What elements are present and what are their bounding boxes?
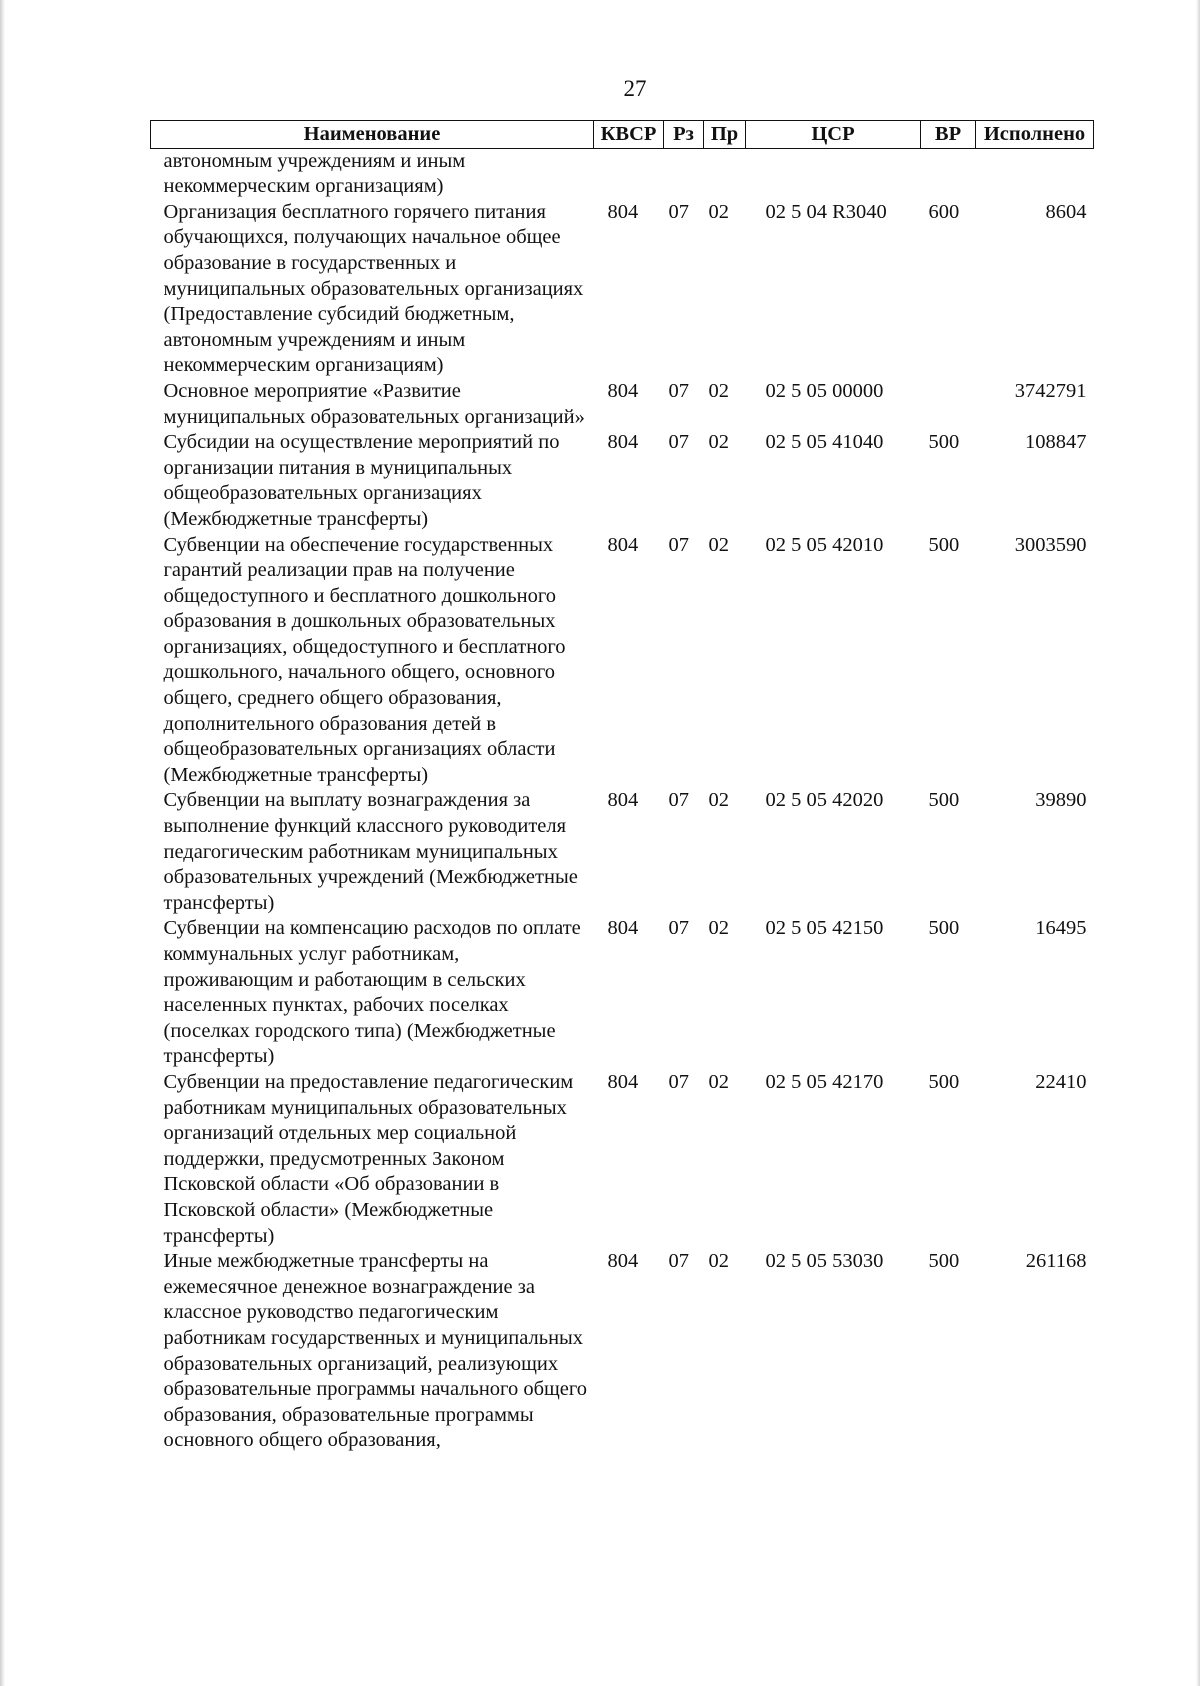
cell-vr: 500	[928, 431, 960, 454]
cell-done: 261168	[1025, 1250, 1087, 1273]
header-done: Исполнено	[976, 121, 1094, 149]
cell-csr	[746, 148, 921, 200]
cell-pr: 02	[708, 789, 729, 812]
cell-done: 3742791	[1014, 379, 1087, 402]
cell-rz: 07	[668, 200, 689, 223]
cell-pr: 02	[708, 379, 729, 402]
cell-pr: 02	[708, 431, 729, 454]
cell-csr: 02 5 05 53030	[765, 1250, 884, 1273]
header-vr: ВР	[921, 121, 976, 149]
cell-kvsr: 804	[607, 200, 639, 223]
header-name: Наименование	[151, 121, 594, 149]
budget-table	[150, 120, 1094, 1454]
cell-kvsr: 804	[607, 1070, 639, 1093]
cell-rz: 07	[668, 917, 689, 940]
cell-rz: 07	[668, 1070, 689, 1093]
table-header	[151, 121, 1094, 149]
cell-done: 8604	[1045, 200, 1087, 223]
cell-kvsr: 804	[607, 917, 639, 940]
cell-vr: 500	[928, 789, 960, 812]
table-row	[151, 1070, 1094, 1249]
cell-vr: 500	[928, 1250, 960, 1273]
cell-csr: 02 5 04 R3040	[765, 200, 887, 223]
cell-name: Субвенции на предоставление педагогическим работникам муниципальных образовательных организаций отдельных мер социальной поддержки, предусмотренных Законом Псковской области «Об образовании в Псковской области» (Межбюджетные трансферты)	[163, 1070, 574, 1247]
table-row	[151, 916, 1094, 1070]
cell-name: Основное мероприятие «Развитие муниципальных образовательных организаций»	[163, 379, 585, 428]
cell-vr: 500	[928, 917, 960, 940]
cell-pr	[704, 148, 746, 200]
cell-name: Субвенции на обеспечение государственных гарантий реализации прав на получение общедоступного и бесплатного дошкольного образования в дошкольных образовательных организациях, общедоступного и бесплатного дошкольного, начального общего, основного общего, среднего общего образования, дополнительного образования детей в общеобразовательных организациях области (Межбюджетные трансферты)	[163, 533, 566, 786]
cell-kvsr: 804	[607, 789, 639, 812]
header-pr: Пр	[704, 121, 746, 149]
cell-name: автономным учреждениям и иным некоммерческим организациям)	[163, 149, 466, 198]
cell-pr: 02	[708, 1250, 729, 1273]
header-csr: ЦСР	[746, 121, 921, 149]
header-rz: Рз	[664, 121, 704, 149]
cell-pr: 02	[708, 917, 729, 940]
scan-edge-right	[1196, 0, 1200, 1686]
table-row	[151, 379, 1094, 430]
cell-name: Организация бесплатного горячего питания обучающихся, получающих начальное общее образование в государственных и муниципальных образовательных организациях (Предоставление субсидий бюджетным, автономным учреждениям и иным некоммерческим организациям)	[163, 200, 584, 377]
cell-done	[976, 148, 1094, 200]
table-row	[151, 533, 1094, 789]
cell-vr: 500	[928, 1070, 960, 1093]
page-number: 27	[623, 76, 647, 101]
cell-vr	[921, 379, 976, 430]
cell-pr: 02	[708, 533, 729, 556]
cell-vr: 500	[928, 533, 960, 556]
cell-kvsr: 804	[607, 1250, 639, 1273]
cell-rz: 07	[668, 1250, 689, 1273]
header-kvsr: КВСР	[594, 121, 664, 149]
cell-kvsr: 804	[607, 431, 639, 454]
scan-edge-left	[0, 0, 5, 1686]
cell-done: 39890	[1035, 789, 1087, 812]
cell-kvsr: 804	[607, 379, 639, 402]
cell-done: 3003590	[1014, 533, 1087, 556]
table-row	[151, 200, 1094, 379]
cell-name: Иные межбюджетные трансферты на ежемесячное денежное вознаграждение за классное руководство педагогическим работникам государственных и муниципальных образовательных организаций, реализующих образовательные программы начального общего образования, образовательные программы основного общего образования,	[163, 1250, 588, 1452]
table-row	[151, 1249, 1094, 1454]
cell-pr: 02	[708, 1070, 729, 1093]
cell-csr: 02 5 05 42010	[765, 533, 884, 556]
cell-rz: 07	[668, 379, 689, 402]
table-body	[151, 148, 1094, 1454]
table-row	[151, 148, 1094, 200]
cell-rz	[664, 148, 704, 200]
cell-csr: 02 5 05 41040	[765, 431, 884, 454]
cell-rz: 07	[668, 789, 689, 812]
cell-vr	[921, 148, 976, 200]
cell-kvsr: 804	[607, 533, 639, 556]
cell-csr: 02 5 05 42150	[765, 917, 884, 940]
header-row	[151, 121, 1094, 149]
table-row	[151, 430, 1094, 532]
cell-name: Субсидии на осуществление мероприятий по организации питания в муниципальных общеобразовательных организациях (Межбюджетные трансферты)	[163, 431, 560, 530]
cell-name: Субвенции на компенсацию расходов по оплате коммунальных услуг работникам, проживающим и работающим в сельских населенных пунктах, рабочих поселках (поселках городского типа) (Межбюджетные трансферты)	[163, 917, 581, 1068]
cell-csr: 02 5 05 42020	[765, 789, 884, 812]
cell-rz: 07	[668, 533, 689, 556]
cell-name: Субвенции на выплату вознаграждения за выполнение функций классного руководителя педагогическим работникам муниципальных образовательных учреждений (Межбюджетные трансферты)	[163, 789, 578, 914]
cell-kvsr	[594, 148, 664, 200]
cell-vr: 600	[928, 200, 960, 223]
cell-rz: 07	[668, 431, 689, 454]
cell-done: 22410	[1035, 1070, 1087, 1093]
table-row	[151, 788, 1094, 916]
cell-pr: 02	[708, 200, 729, 223]
cell-done: 16495	[1035, 917, 1087, 940]
cell-csr: 02 5 05 42170	[765, 1070, 884, 1093]
cell-csr: 02 5 05 00000	[765, 379, 884, 402]
cell-done: 108847	[1025, 431, 1087, 454]
